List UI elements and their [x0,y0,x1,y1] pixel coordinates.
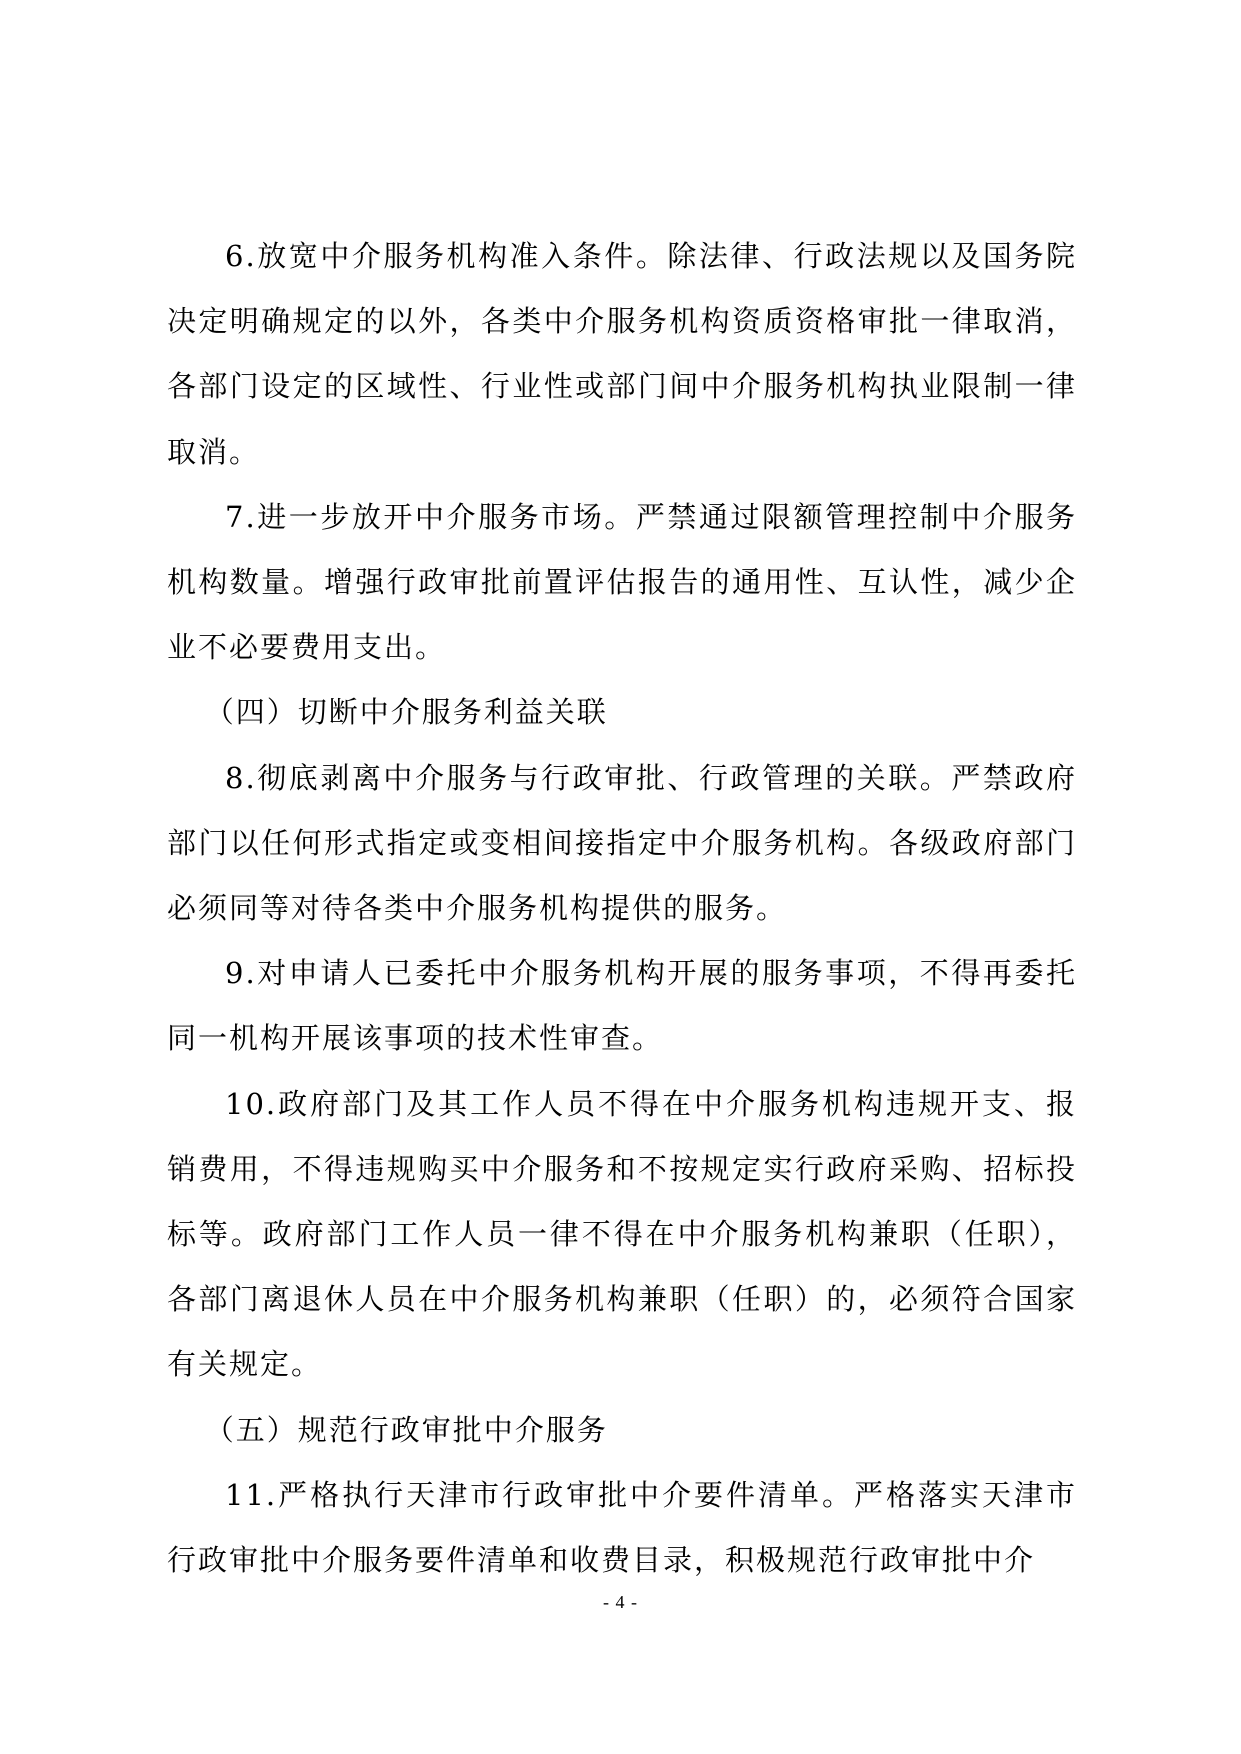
paragraph-6: 6.放宽中介服务机构准入条件。除法律、行政法规以及国务院决定明确规定的以外，各类中介服务机构资质资格审批一律取消，各部门设定的区域性、行业性或部门间中介服务机构执业限制一律取消。 [167,239,1077,469]
paragraph-10: 10.政府部门及其工作人员不得在中介服务机构违规开支、报销费用，不得违规购买中介服务和不按规定实行政府采购、招标投标等。政府部门工作人员一律不得在中介服务机构兼职（任职），各部门离退休人员在中介服务机构兼职（任职）的，必须符合国家有关规定。 [167,1086,1077,1382]
paragraph-8: 8.彻底剥离中介服务与行政审批、行政管理的关联。严禁政府部门以任何形式指定或变相间接指定中介服务机构。各级政府部门必须同等对待各类中介服务机构提供的服务。 [167,760,1077,926]
paragraph-9: 9.对申请人已委托中介服务机构开展的服务事项，不得再委托同一机构开展该事项的技术性审查。 [167,956,1077,1056]
paragraph-11: 11.严格执行天津市行政审批中介要件清单。严格落实天津市行政审批中介服务要件清单和收费目录，积极规范行政审批中介 [167,1477,1077,1578]
section-heading-5: （五）规范行政审批中介服务 [204,1412,608,1447]
body-text [167,224,1077,1593]
page-number: - 4 - [603,1592,638,1612]
section-heading-4: （四）切断中介服务利益关联 [204,695,608,730]
paragraph-7: 7.进一步放开中介服务市场。严禁通过限额管理控制中介服务机构数量。增强行政审批前置评估报告的通用性、互认性，减少企业不必要费用支出。 [167,499,1077,665]
